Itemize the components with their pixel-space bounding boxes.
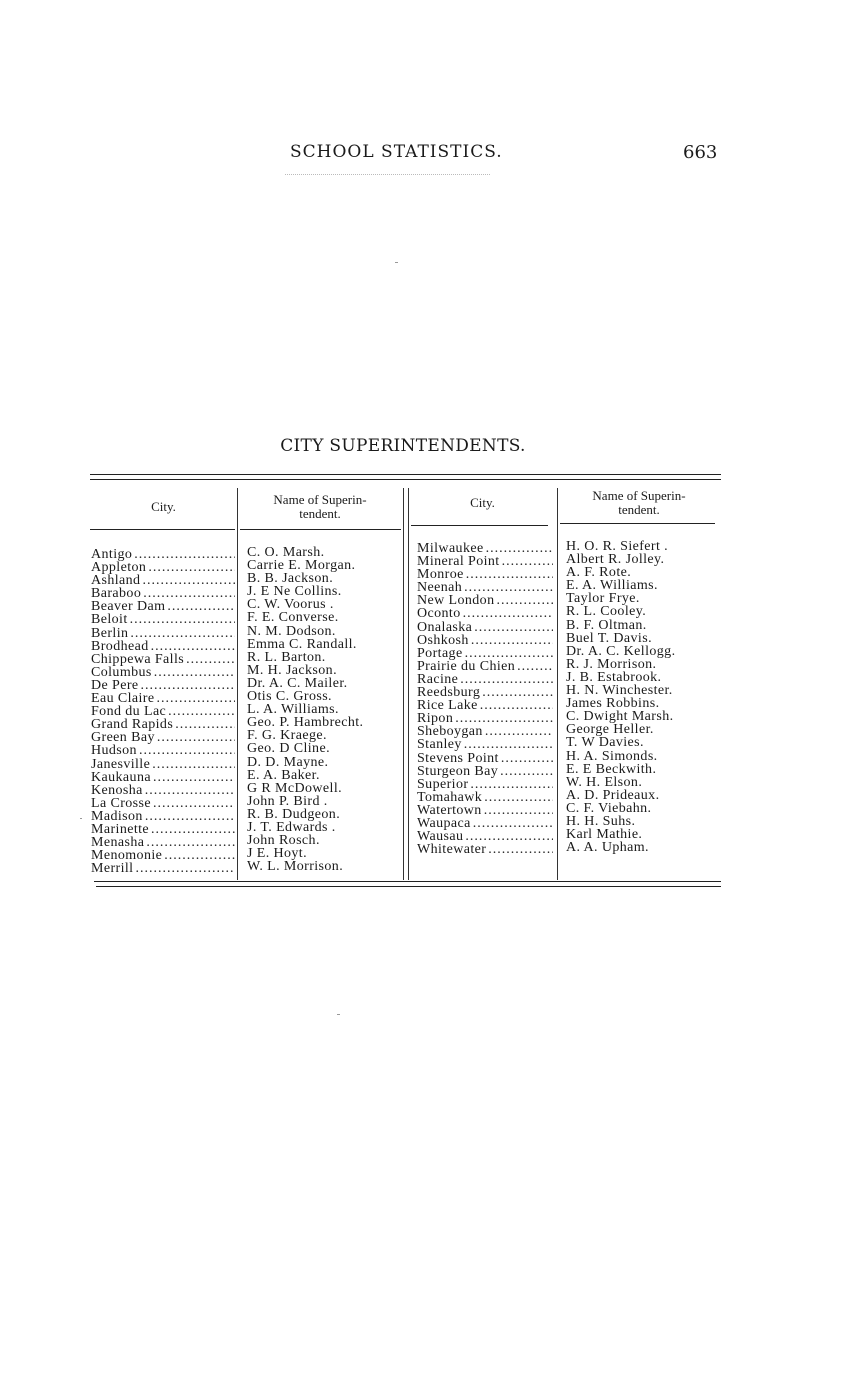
list-item: Emma C. Randall. xyxy=(247,637,357,651)
name-list-left xyxy=(247,546,401,873)
list-item: R. L. Barton. xyxy=(247,650,326,664)
list-item: Columbus ..... xyxy=(91,666,235,679)
list-item: A. D. Prideaux. xyxy=(566,788,660,802)
header-city-right: City. xyxy=(470,495,495,510)
list-item: Tomahawk ..... xyxy=(417,791,553,804)
list-item: John Rosch. xyxy=(247,834,320,848)
list-item: Marinette ..... xyxy=(91,823,235,836)
list-item: Onalaska ..... xyxy=(417,621,553,634)
list-item: Baraboo ..... xyxy=(91,587,235,600)
print-speck xyxy=(80,818,82,819)
list-item: Racine ..... xyxy=(417,673,553,686)
list-item: New London ..... xyxy=(417,594,553,607)
list-item: Berlin ..... xyxy=(91,627,235,640)
column-divider xyxy=(408,488,409,880)
list-item: F. G. Kraege. xyxy=(247,729,327,743)
column-divider xyxy=(403,488,404,880)
list-item: Beloit ..... xyxy=(91,613,235,626)
list-item: Green Bay ..... xyxy=(91,731,235,744)
list-item: La Crosse ..... xyxy=(91,797,235,810)
header-rule-left xyxy=(240,529,401,530)
list-item: Geo. P. Hambrecht. xyxy=(247,716,364,730)
column-divider xyxy=(237,488,238,880)
list-item: Fond du Lac ..... xyxy=(91,705,235,718)
list-item: Prairie du Chien ..... xyxy=(417,660,553,673)
list-item: Stevens Point ..... xyxy=(417,752,553,765)
list-item: R. L. Cooley. xyxy=(566,605,647,619)
list-item: Carrie E. Morgan. xyxy=(247,559,356,573)
list-item: D. D. Mayne. xyxy=(247,755,329,769)
list-item: Stanley ..... xyxy=(417,738,553,751)
print-speck xyxy=(395,262,398,263)
list-item: B. F. Oltman. xyxy=(566,618,647,632)
page-number: 663 xyxy=(683,142,718,163)
list-item: Menasha ..... xyxy=(91,836,235,849)
city-list-right xyxy=(417,542,553,856)
list-item: Appleton ..... xyxy=(91,561,235,574)
list-item: E. E Beckwith. xyxy=(566,762,657,776)
list-item: Sturgeon Bay ..... xyxy=(417,765,553,778)
list-item: Waupaca ..... xyxy=(417,817,553,830)
list-item: Oshkosh ..... xyxy=(417,634,553,647)
list-item: Oconto ..... xyxy=(417,607,553,620)
list-item: R. J. Morrison. xyxy=(566,657,657,671)
list-item: Karl Mathie. xyxy=(566,828,643,842)
list-item: Neenah ..... xyxy=(417,581,553,594)
header-rule-right xyxy=(411,525,548,526)
running-head: SCHOOL STATISTICS. xyxy=(290,142,503,162)
list-item: Buel T. Davis. xyxy=(566,631,652,645)
list-item: C. F. Viebahn. xyxy=(566,801,652,815)
list-item: Janesville ..... xyxy=(91,758,235,771)
list-item: Geo. D Cline. xyxy=(247,742,330,756)
list-item: W. L. Morrison. xyxy=(247,860,344,874)
list-item: Kenosha ..... xyxy=(91,784,235,797)
list-item: Dr. A. C. Kellogg. xyxy=(566,644,676,658)
column-divider xyxy=(557,488,558,880)
list-item: H. O. R. Siefert . xyxy=(566,540,669,554)
list-item: Taylor Frye. xyxy=(566,592,640,606)
list-item: Otis C. Gross. xyxy=(247,690,332,704)
list-item: Ripon ..... xyxy=(417,712,553,725)
list-item: E. A. Williams. xyxy=(566,579,658,593)
list-item: A. F. Rote. xyxy=(566,566,632,580)
list-item: C. Dwight Marsh. xyxy=(566,710,674,724)
list-item: James Robbins. xyxy=(566,697,660,711)
list-item: Chippewa Falls ..... xyxy=(91,653,235,666)
list-item: Mineral Point ..... xyxy=(417,555,553,568)
list-item: Portage ..... xyxy=(417,647,553,660)
page-header xyxy=(0,142,859,166)
list-item: Albert R. Jolley. xyxy=(566,553,665,567)
header-name-left: Name of Superin- tendent. xyxy=(273,492,367,521)
list-item: Sheboygan ..... xyxy=(417,725,553,738)
list-item: Hudson ..... xyxy=(91,744,235,757)
list-item: Brodhead ..... xyxy=(91,640,235,653)
city-list-left xyxy=(91,548,235,875)
header-name-right: Name of Superin- tendent. xyxy=(592,488,686,517)
list-item: George Heller. xyxy=(566,723,654,737)
list-item: L. A. Williams. xyxy=(247,703,339,717)
list-item: Dr. A. C. Mailer. xyxy=(247,676,348,691)
list-item: J. T. Edwards . xyxy=(247,820,336,835)
list-item: J E. Hoyt. xyxy=(247,847,307,861)
header-rule-left xyxy=(90,529,235,530)
list-item: Eau Claire ..... xyxy=(91,692,235,705)
list-item: Madison ..... xyxy=(91,810,235,823)
top-rule-inner xyxy=(90,479,721,480)
header-rule-right xyxy=(560,523,715,524)
list-item: Antigo ..... xyxy=(91,548,235,561)
list-item: H. N. Winchester. xyxy=(566,684,673,698)
print-speck xyxy=(337,1014,340,1015)
list-item: E. A. Baker. xyxy=(247,768,320,782)
list-item: Reedsburg ..... xyxy=(417,686,553,699)
list-item: C. W. Voorus . xyxy=(247,598,334,612)
header-rule xyxy=(285,174,490,175)
list-item: Menomonie ..... xyxy=(91,849,235,862)
list-item: W. H. Elson. xyxy=(566,775,643,789)
list-item: M. H. Jackson. xyxy=(247,663,337,677)
list-item: Whitewater ..... xyxy=(417,843,553,856)
bottom-rule xyxy=(94,881,721,882)
list-item: N. M. Dodson. xyxy=(247,624,336,638)
list-item: Beaver Dam ..... xyxy=(91,600,235,613)
list-item: B. B. Jackson. xyxy=(247,572,334,586)
list-item: John P. Bird . xyxy=(247,794,328,808)
list-item: De Pere ..... xyxy=(91,679,235,692)
top-rule xyxy=(90,474,721,475)
list-item: Kaukauna ..... xyxy=(91,771,235,784)
list-item: Superior ..... xyxy=(417,778,553,791)
list-item: H. A. Simonds. xyxy=(566,749,658,763)
list-item: Rice Lake ..... xyxy=(417,699,553,712)
list-item: J. B. Estabrook. xyxy=(566,670,662,685)
list-item: Ashland ..... xyxy=(91,574,235,587)
section-title: CITY SUPERINTENDENTS. xyxy=(280,436,526,456)
list-item: Milwaukee ..... xyxy=(417,542,553,555)
list-item: Watertown ..... xyxy=(417,804,553,817)
list-item: A. A. Upham. xyxy=(566,841,649,855)
list-item: J. E Ne Collins. xyxy=(247,585,342,599)
list-item: H. H. Suhs. xyxy=(566,814,636,829)
list-item: C. O. Marsh. xyxy=(247,546,325,560)
list-item: F. E. Converse. xyxy=(247,611,339,625)
superintendents-table xyxy=(90,474,721,898)
list-item: G R McDowell. xyxy=(247,781,343,795)
list-item: Monroe ..... xyxy=(417,568,553,581)
list-item: Grand Rapids ..... xyxy=(91,718,235,731)
bottom-rule-inner xyxy=(96,886,721,887)
header-city-left: City. xyxy=(151,499,176,514)
list-item: T. W Davies. xyxy=(566,736,644,750)
name-list-right xyxy=(566,540,716,854)
list-item: Merrill ..... xyxy=(91,862,235,875)
list-item: R. B. Dudgeon. xyxy=(247,807,341,821)
list-item: Wausau ..... xyxy=(417,830,553,843)
